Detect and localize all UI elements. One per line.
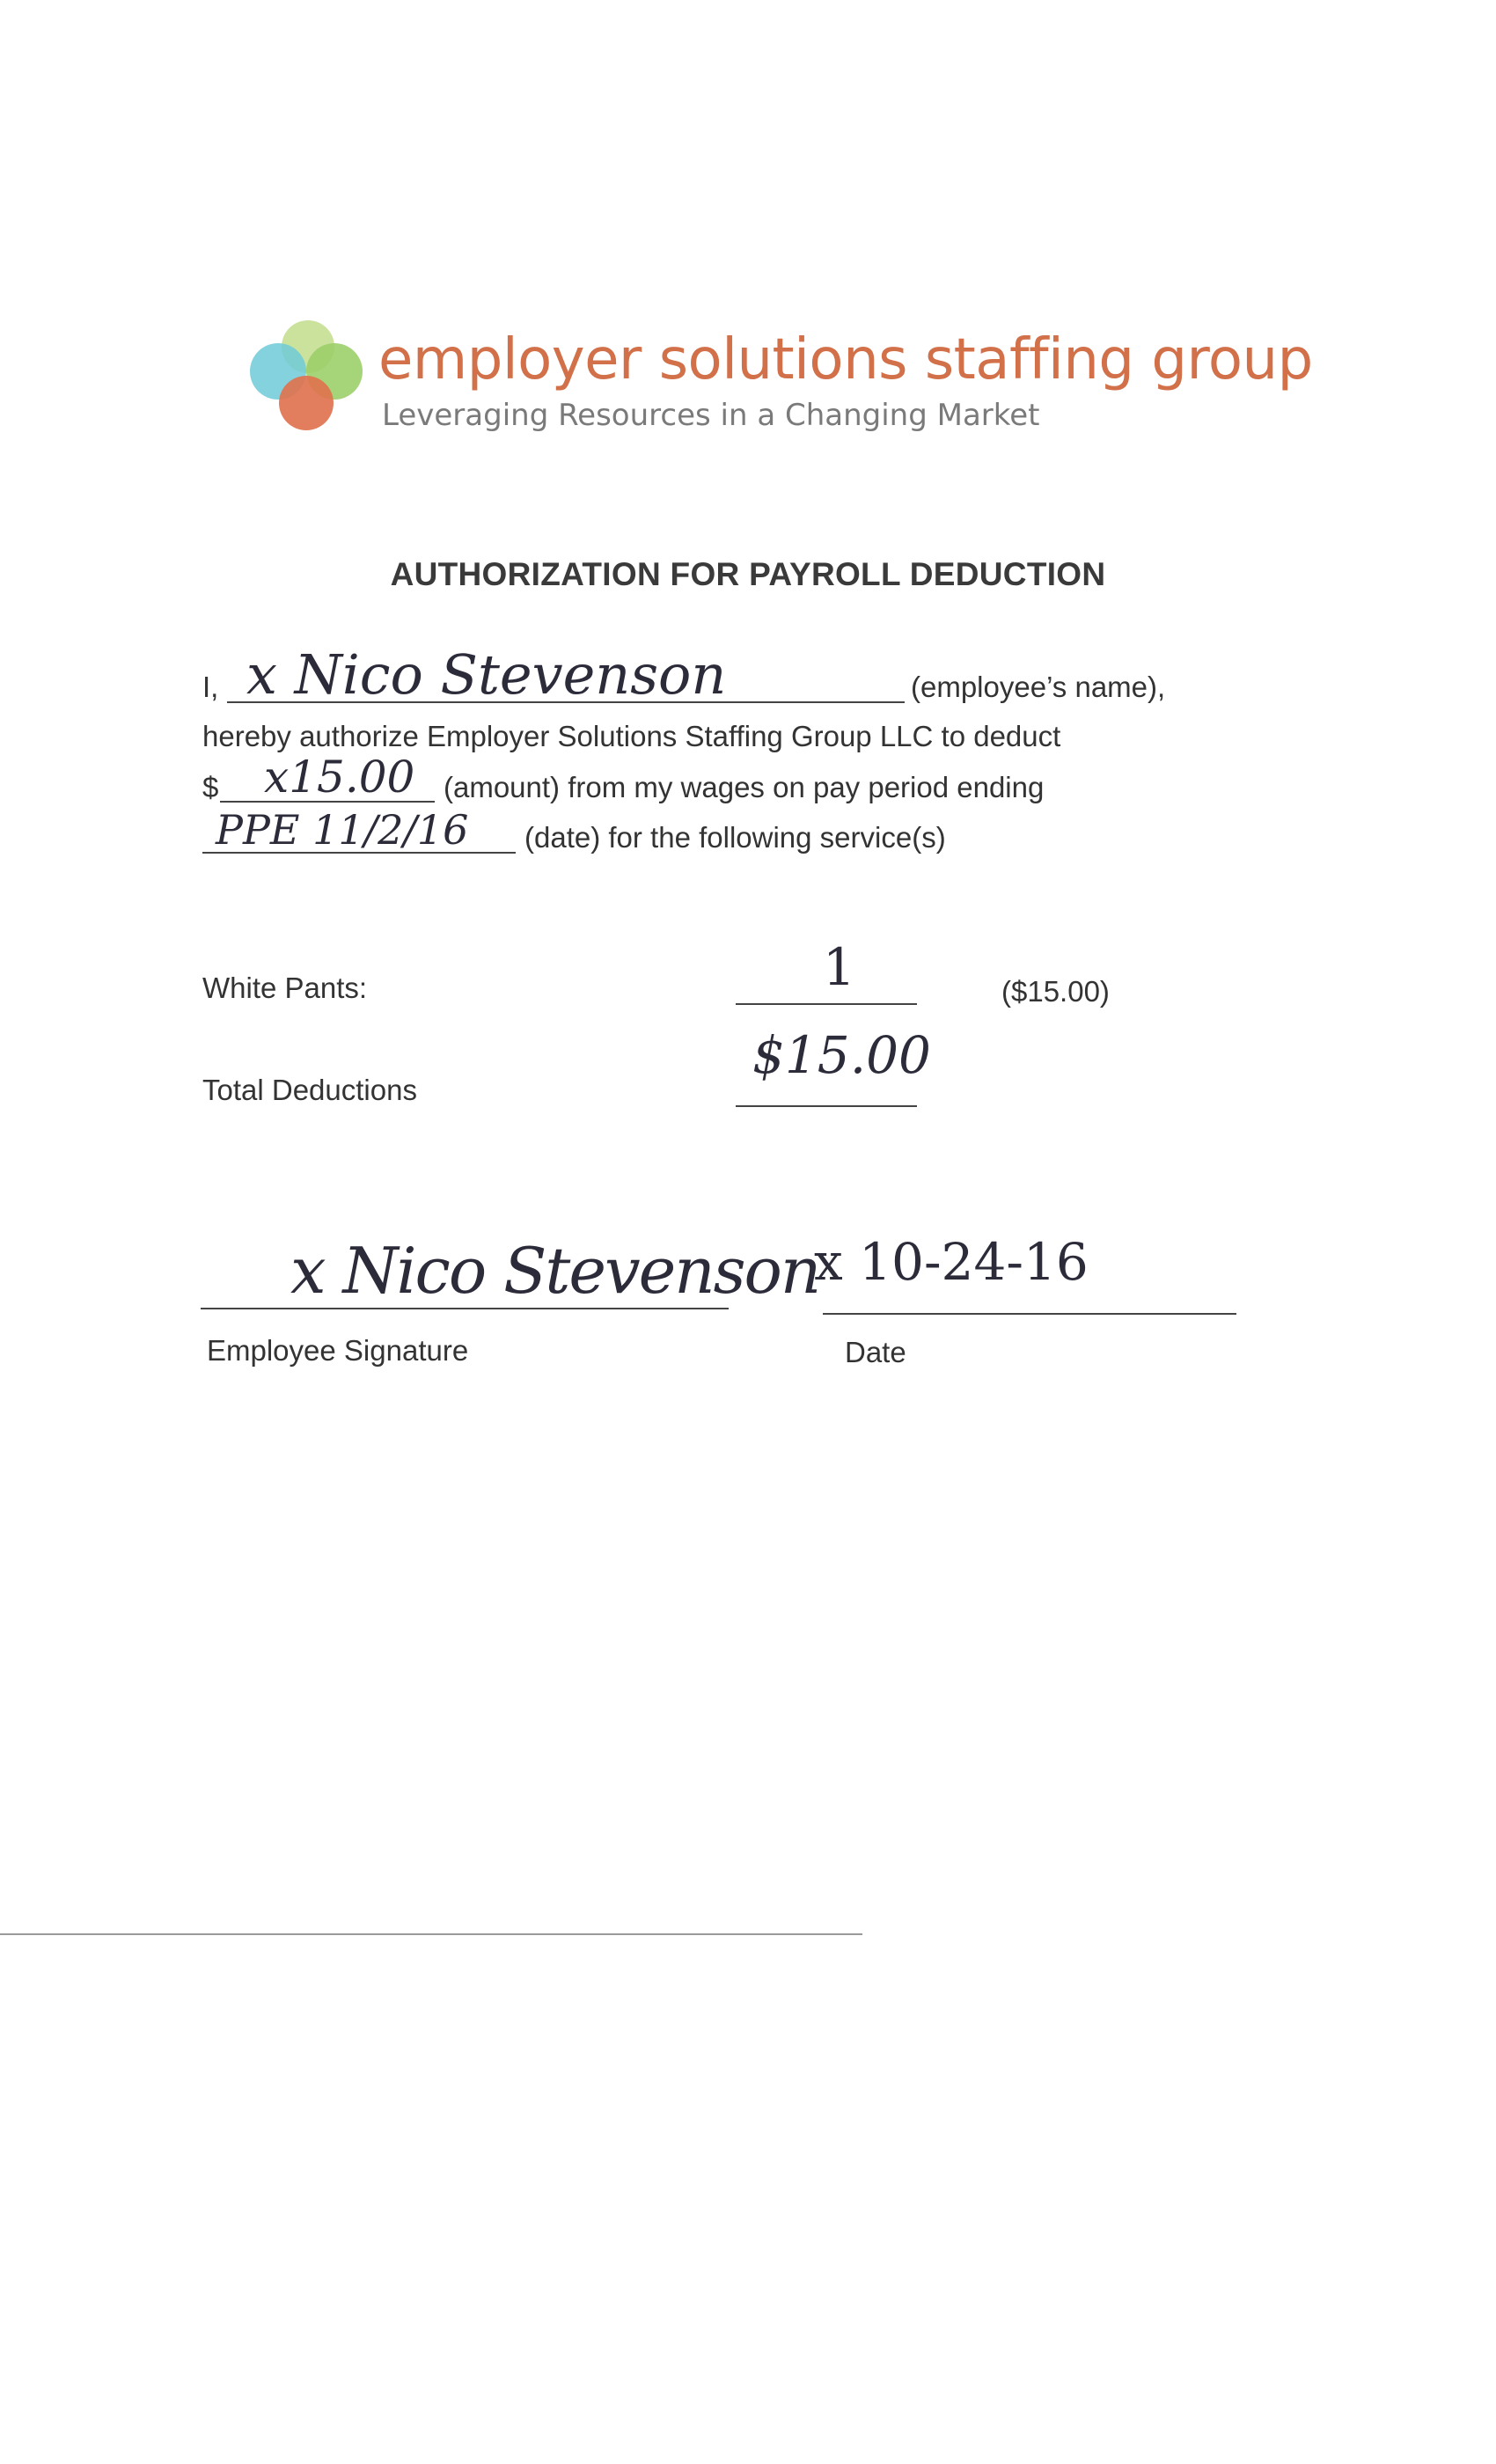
pay-period-handwritten: PPE 11/2/16 bbox=[216, 806, 469, 854]
employee-name-handwritten: x Nico Stevenson bbox=[246, 642, 727, 707]
service-price: ($15.00) bbox=[1001, 975, 1110, 1008]
i-prefix: I, bbox=[202, 671, 219, 703]
company-name: employer solutions staffing group bbox=[378, 327, 1313, 392]
total-handwritten: $15.00 bbox=[752, 1025, 931, 1085]
dollar-sign: $ bbox=[202, 771, 219, 803]
signature-field[interactable] bbox=[201, 1308, 729, 1309]
amount-label: (amount) from my wages on pay period ending bbox=[444, 771, 1045, 803]
quantity-field[interactable] bbox=[736, 1003, 917, 1005]
quantity-handwritten: 1 bbox=[823, 937, 855, 997]
employee-name-label: (employee’s name), bbox=[911, 671, 1166, 703]
company-tagline: Leveraging Resources in a Changing Market bbox=[382, 398, 1040, 433]
signature-label: Employee Signature bbox=[207, 1334, 469, 1367]
authorize-statement: hereby authorize Employer Solutions Staffing Group LLC to deduct bbox=[202, 720, 1061, 752]
total-label: Total Deductions bbox=[202, 1074, 417, 1106]
date-label: (date) for the following service(s) bbox=[524, 821, 946, 854]
form-title: AUTHORIZATION FOR PAYROLL DEDUCTION bbox=[390, 556, 1106, 592]
signature-date-handwritten: x 10-24-16 bbox=[814, 1232, 1089, 1292]
service-label: White Pants: bbox=[202, 972, 368, 1004]
signature-handwritten: x Nico Stevenson bbox=[290, 1234, 820, 1308]
company-logo-icon bbox=[245, 317, 368, 436]
signature-date-label: Date bbox=[845, 1336, 906, 1368]
signature-date-field[interactable] bbox=[823, 1313, 1236, 1315]
total-field[interactable] bbox=[736, 1105, 917, 1107]
amount-handwritten: x15.00 bbox=[264, 752, 415, 803]
page-divider bbox=[0, 1933, 862, 1935]
